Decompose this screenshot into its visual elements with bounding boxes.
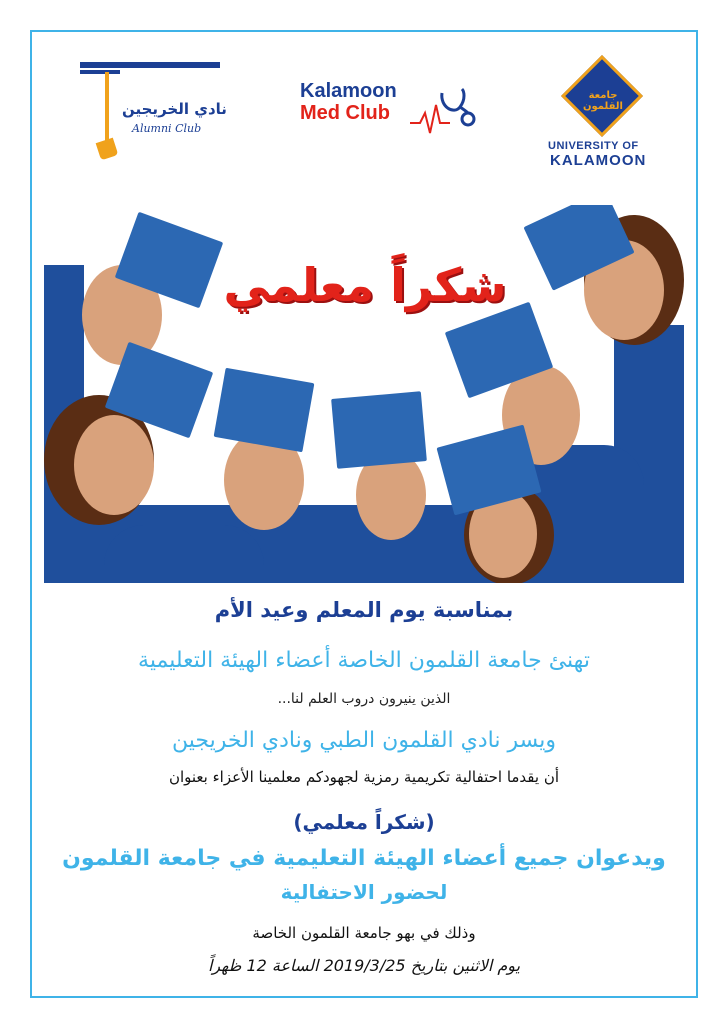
invite-line-2: لحضور الاحتفالية [280,880,448,904]
face-2 [74,415,154,515]
stethoscope-icon [410,85,480,140]
hero-title: شكراً معلمي [223,258,507,312]
university-arabic-mark: جامعة القلمون [583,90,623,112]
date-line: يوم الاثنين بتاريخ 2019/3/25 الساعة 12 ظهراً [207,956,521,975]
cap-3 [214,368,315,453]
gown-2 [104,525,264,583]
university-logo [548,62,678,172]
alumni-club-logo [80,62,230,167]
med-club-logo [300,80,475,140]
invite-line-1: ويدعوان جميع أعضاء الهيئة التعليمية في جامعة القلمون [62,846,666,871]
university-name-line1: UNIVERSITY OF [548,140,639,152]
clubs-line: ويسر نادي القلمون الطبي ونادي الخريجين [172,728,556,753]
quote-line: (شكراً معلمي) [293,810,435,834]
congrats-line: تهنئ جامعة القلمون الخاصة أعضاء الهيئة التعليمية [138,648,590,673]
who-line: الذين ينيرون دروب العلم لنا... [277,691,451,707]
tassel-end-icon [96,138,119,161]
logo-bar [80,62,220,68]
place-line: وذلك في بهو جامعة القلمون الخاصة [252,924,476,942]
event-line: أن يقدما احتفالية تكريمية رمزية لجهودكم معلمينا الأعزاء بعنوان [168,768,560,786]
logo-bar-small [80,70,120,74]
med-club-line1: Kalamoon [300,80,397,102]
tassel-icon [105,72,109,142]
alumni-arabic-name: نادي الخريجين [122,100,227,118]
med-club-line2: Med Club [300,102,390,124]
university-name-line2: KALAMOON [550,152,647,169]
cap-4 [331,391,427,469]
occasion-line: بمناسبة يوم المعلم وعيد الأم [214,598,514,622]
alumni-english-name: Alumni Club [132,122,202,135]
